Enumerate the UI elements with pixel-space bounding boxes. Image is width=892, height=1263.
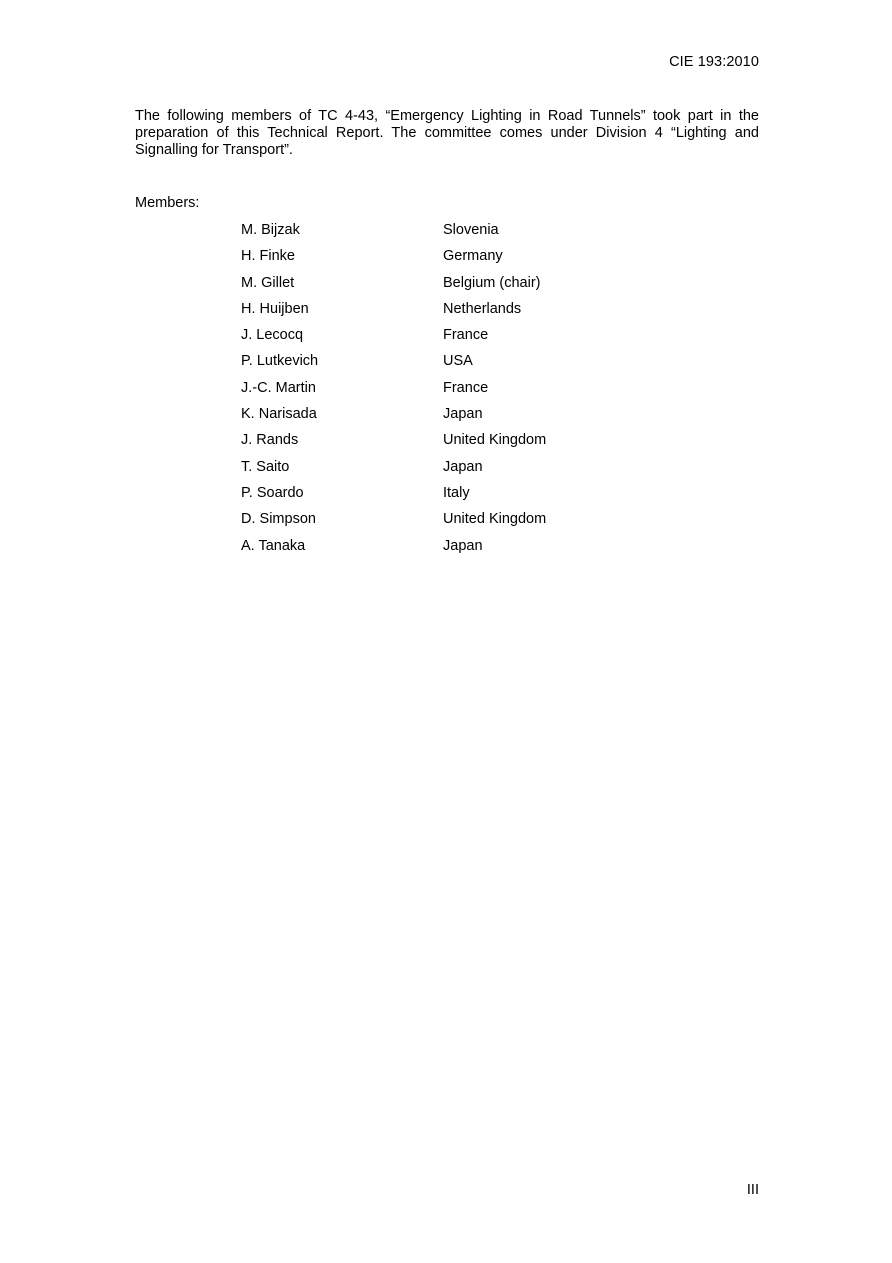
list-item: [241, 405, 643, 431]
member-name: K. Narisada: [241, 406, 317, 423]
member-country: Germany: [443, 248, 503, 265]
list-item: [241, 247, 643, 273]
list-item: [241, 300, 643, 326]
list-item: [241, 379, 643, 405]
member-name: P. Soardo: [241, 484, 304, 501]
member-name: P. Lutkevich: [241, 353, 319, 370]
member-name: J. Lecocq: [241, 327, 304, 344]
member-name: M. Gillet: [241, 274, 295, 291]
member-name: H. Huijben: [241, 300, 309, 317]
document-id-header: CIE 193:2010: [669, 54, 759, 70]
member-country: Italy: [443, 484, 470, 501]
list-item: [241, 458, 643, 484]
list-item: [241, 431, 643, 457]
members-label: Members:: [135, 195, 200, 211]
member-country: USA: [443, 353, 473, 370]
member-country: Slovenia: [443, 222, 499, 238]
member-name: M. Bijzak: [241, 222, 300, 238]
member-country: United Kingdom: [443, 511, 547, 528]
member-name: A. Tanaka: [241, 537, 306, 554]
list-item: [241, 221, 643, 247]
list-item: [241, 537, 643, 563]
list-item: [241, 510, 643, 536]
member-country: United Kingdom: [443, 432, 547, 449]
list-item: [241, 484, 643, 510]
member-name: H. Finke: [241, 248, 295, 265]
member-country: Japan: [443, 406, 483, 423]
member-country: Japan: [443, 537, 483, 554]
member-name: D. Simpson: [241, 511, 316, 528]
member-country: France: [443, 379, 489, 396]
list-item: [241, 326, 643, 352]
intro-paragraph: The following members of TC 4-43, “Emergency Lighting in Road Tunnels” took part in the preparation of this Technical Report. The committee comes under Division 4 “Lighting and Signalling for Transport”.: [135, 108, 759, 158]
member-name: T. Saito: [241, 458, 290, 475]
list-item: [241, 352, 643, 378]
member-country: Netherlands: [443, 300, 522, 317]
members-list: [241, 221, 643, 563]
list-item: [241, 274, 643, 300]
member-country: Belgium (chair): [443, 274, 541, 291]
page-number: III: [746, 1182, 759, 1198]
member-name: J.-C. Martin: [241, 379, 316, 396]
member-country: France: [443, 327, 489, 344]
member-country: Japan: [443, 458, 483, 475]
member-name: J. Rands: [241, 432, 299, 449]
